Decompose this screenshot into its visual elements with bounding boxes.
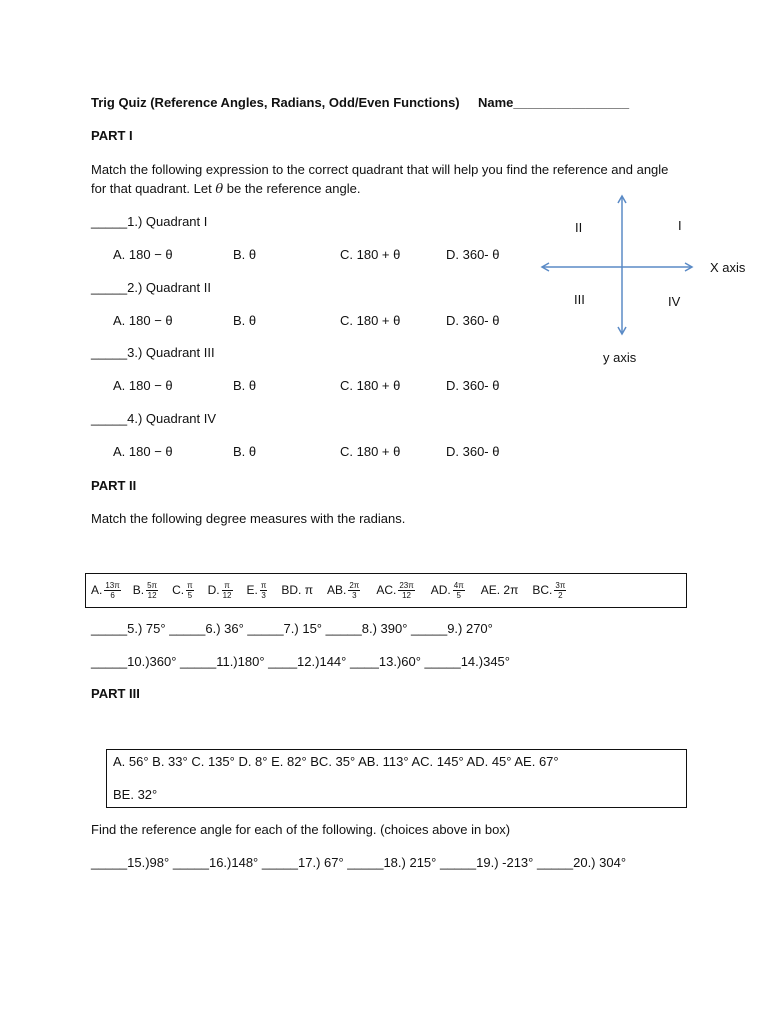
option-b: B. θ <box>233 247 257 262</box>
radian-fraction <box>453 581 465 600</box>
radian-choice-label: B. <box>132 583 145 597</box>
fraction-denominator: 3 <box>261 591 266 601</box>
quadrant-ii-label: II <box>575 220 583 235</box>
part3-heading: PART III <box>91 686 140 701</box>
radian-fraction <box>186 581 194 600</box>
radian-choice <box>281 583 313 597</box>
option-a: A. 180 − θ <box>113 444 173 459</box>
fraction-numerator: 4π <box>453 581 464 591</box>
option-c: C. 180 + θ <box>340 247 401 262</box>
question-2: _____2.) Quadrant II <box>91 280 211 295</box>
fraction-denominator: 6 <box>110 591 115 601</box>
radian-choice <box>91 581 123 601</box>
radian-choice <box>207 581 235 601</box>
radian-choice <box>532 581 568 601</box>
radian-choice-label: E. <box>246 583 258 597</box>
radian-fraction <box>398 581 414 600</box>
radian-choice <box>246 581 270 601</box>
part2-row2: _____10.)360° _____11.)180° ____12.)144° ____13.)60° _____14.)345° <box>91 654 510 669</box>
radian-choice-label: A. <box>91 583 103 597</box>
radian-fraction <box>260 581 268 600</box>
theta-symbol: θ <box>215 182 224 197</box>
radian-choice-label: C. <box>172 583 185 597</box>
question-3: _____3.) Quadrant III <box>91 345 215 360</box>
question-3-options <box>0 378 768 394</box>
radian-fraction <box>146 581 158 600</box>
angle-choices-line1: A. 56° B. 33° C. 135° D. 8° E. 82° BC. 35° AB. 113° AC. 145° AD. 45° AE. 67° <box>113 754 559 769</box>
question-4: _____4.) Quadrant IV <box>91 411 217 426</box>
fraction-denominator: 12 <box>147 591 157 601</box>
part1-instruction-line1: Match the following expression to the correct quadrant that will help you find the reference and angle <box>91 162 669 177</box>
option-a: A. 180 − θ <box>113 247 173 262</box>
option-b: B. θ <box>233 444 257 459</box>
radian-choice <box>481 583 519 597</box>
radian-choice <box>327 581 362 601</box>
fraction-numerator: π <box>260 581 267 591</box>
quadrant-diagram <box>530 188 730 348</box>
y-axis-label: y axis <box>603 350 637 365</box>
fraction-numerator: π <box>222 581 233 591</box>
question-1: _____1.) Quadrant I <box>91 214 208 229</box>
fraction-numerator: 3π <box>555 581 566 591</box>
radian-choice-label: AD. <box>430 583 451 597</box>
option-d: D. 360- θ <box>446 247 500 262</box>
radian-choice-label: AB. <box>327 583 347 597</box>
option-d: D. 360- θ <box>446 313 500 328</box>
option-b: B. θ <box>233 313 257 328</box>
part1-heading: PART I <box>91 128 133 143</box>
radian-choices-list <box>91 580 568 600</box>
option-a: A. 180 − θ <box>113 313 173 328</box>
option-b: B. θ <box>233 378 257 393</box>
option-d: D. 360- θ <box>446 444 500 459</box>
fraction-denominator: 2 <box>558 591 563 601</box>
part1-instruction-line2: for that quadrant. Let θ be the reference angle. <box>91 181 361 197</box>
radian-choice <box>430 581 467 601</box>
option-c: C. 180 + θ <box>340 444 401 459</box>
quadrant-iv-label: IV <box>668 294 681 309</box>
quadrant-i-label: I <box>678 218 682 233</box>
part3-instruction: Find the reference angle for each of the following. (choices above in box) <box>91 822 511 837</box>
option-c: C. 180 + θ <box>340 378 401 393</box>
radian-fraction <box>554 581 566 600</box>
radian-choice <box>172 581 196 601</box>
x-axis-label: X axis <box>710 260 746 275</box>
radian-fraction <box>222 581 233 600</box>
fraction-denominator: 5 <box>187 591 193 601</box>
radian-choice-label: BC. <box>532 583 553 597</box>
fraction-numerator: 2π <box>349 581 360 591</box>
name-field-label: Name________________ <box>478 95 630 110</box>
angle-choices-line2: BE. 32° <box>113 787 158 802</box>
radian-choice <box>376 581 416 601</box>
radian-choice <box>132 581 160 601</box>
part2-instruction: Match the following degree measures with the radians. <box>91 511 406 526</box>
option-d: D. 360- θ <box>446 378 500 393</box>
option-a: A. 180 − θ <box>113 378 173 393</box>
radian-choice-label: D. <box>207 583 220 597</box>
fraction-denominator: 12 <box>402 591 411 601</box>
angle-choices-box <box>106 749 687 808</box>
fraction-numerator: π <box>187 581 193 591</box>
part2-row1: _____5.) 75° _____6.) 36° _____7.) 15° _____8.) 390° _____9.) 270° <box>91 621 493 636</box>
fraction-numerator: 13π <box>105 581 120 591</box>
fraction-denominator: 5 <box>456 591 461 601</box>
fraction-numerator: 5π <box>147 581 158 591</box>
question-4-options <box>0 444 768 460</box>
quadrant-iii-label: III <box>574 292 585 307</box>
radian-choice-label: BD. π <box>281 583 314 597</box>
radian-choices-box <box>85 573 687 608</box>
part2-heading: PART II <box>91 478 137 493</box>
quiz-title: Trig Quiz (Reference Angles, Radians, Odd/Even Functions) <box>91 95 460 110</box>
fraction-denominator: 3 <box>352 591 357 601</box>
radian-choice-label: AC. <box>376 583 397 597</box>
option-c: C. 180 + θ <box>340 313 401 328</box>
fraction-numerator: 23π <box>399 581 414 591</box>
radian-choice-label: AE. 2π <box>480 583 519 597</box>
radian-fraction <box>348 581 360 600</box>
part3-row: _____15.)98° _____16.)148° _____17.) 67° _____18.) 215° _____19.) -213° _____20.) 304° <box>91 855 627 870</box>
fraction-denominator: 12 <box>222 591 232 601</box>
radian-fraction <box>104 581 120 600</box>
